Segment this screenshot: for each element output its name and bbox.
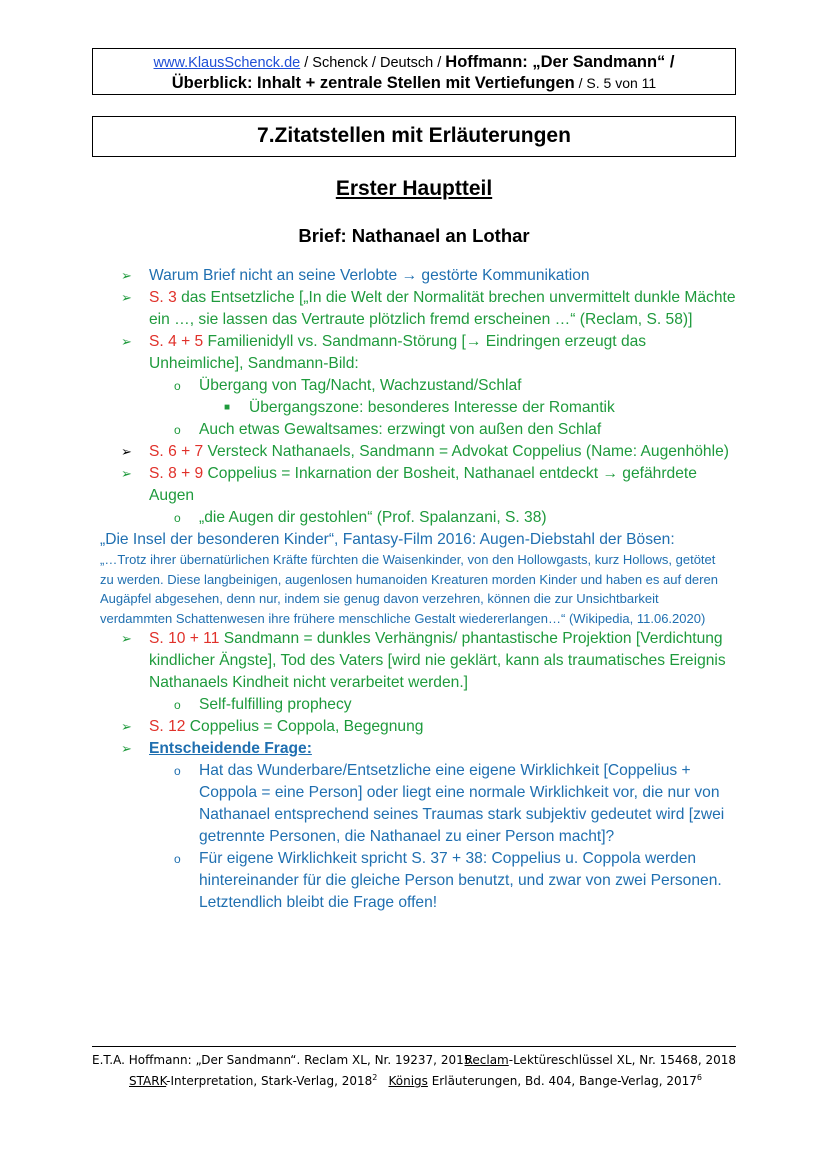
list-item [0,848,828,914]
page-ref: S. 6 + 7 [149,443,204,460]
list-item [0,760,828,848]
arrow-bullet-icon: ➢ [121,631,132,646]
footer-source-koenigs: Königs Erläuterungen, Bd. 404, Bange-Verlag, 2017$^6$ [388,1073,702,1088]
page-ref: S. 10 + 11 [149,630,220,647]
item-text: Self-fulfilling prophecy [199,696,352,713]
item-text: Sandmann = dunkles Verhängnis/ phantastische Projektion [Verdichtung kindlicher Ängste], Tod des Vaters [wird nie geklärt, kann als traumatisches Ereignis Nathanaels Kindheit nicht verarbeitet werden.] [149,630,726,691]
website-link[interactable]: www.KlausSchenck.de [153,55,301,71]
section-title: 7.Zitatstellen mit Erläuterungen [92,116,736,157]
footer-divider [92,1046,736,1047]
item-text: Coppelius = Inkarnation der Bosheit, Nathanael entdeckt → gefährdete Augen [149,465,697,504]
page-ref: S. 8 + 9 [149,465,204,482]
arrow-bullet-icon: ➢ [121,334,132,349]
arrow-bullet-icon: ➢ [121,444,132,459]
item-text: Hat das Wunderbare/Entsetzliche eine eigene Wirklichkeit [Coppelius + Coppola = eine Person] oder liegt eine normale Wirklichkeit vor, die nur von Nathanael entsprechend seines Traumas stark subjektiv gedeutet wird [zwei getrennte Personen, die Nathanael zu einer Person macht]? [199,762,725,845]
circle-bullet-icon: o [174,698,181,712]
header-line-1 [93,52,735,73]
item-text: Für eigene Wirklichkeit spricht S. 37 + 38: Coppelius u. Coppola werden hintereinander für die gleiche Person benutzt, und zwar von zwei Personen. Letztendlich bleibt die Frage offen! [199,850,722,911]
list-item [0,375,828,397]
page-header [92,48,736,95]
list-item [0,419,828,441]
header-line-2 [93,73,735,94]
header-title: Hoffmann: „Der Sandmann“ / [445,53,675,71]
list-item [0,463,828,507]
arrow-bullet-icon: ➢ [121,466,132,481]
main-heading: Erster Hauptteil [335,177,493,200]
footer-source-reclam: E.T.A. Hoffmann: „Der Sandmann“. Reclam XL, Nr. 19237, 2015 [92,1053,472,1067]
item-text: Auch etwas Gewaltsames: erzwingt von außen den Schlaf [199,421,602,438]
list-item [0,265,828,287]
footer-source-stark: STARK-Interpretation, Stark-Verlag, 2018$^2$ [129,1073,378,1088]
key-question: Entscheidende Frage: [149,740,312,757]
header-subtitle: Überblick: Inhalt + zentrale Stellen mit Vertiefungen [171,74,575,92]
list-item [0,507,828,529]
film-reference: „Die Insel der besonderen Kinder“, Fantasy-Film 2016: Augen-Diebstahl der Bösen: [100,531,675,548]
circle-bullet-icon: o [174,511,181,525]
list-item [0,738,828,760]
header-path: / Schenck / Deutsch / [300,55,446,71]
quote-list [0,265,828,914]
item-text: Warum Brief nicht an seine Verlobte → gestörte Kommunikation [149,267,590,284]
circle-bullet-icon: o [174,423,181,437]
item-text: Übergang von Tag/Nacht, Wachzustand/Schlaf [199,377,522,394]
page-ref: S. 3 [149,289,177,306]
item-text: Versteck Nathanaels, Sandmann = Advokat Coppelius (Name: Augenhöhle) [203,443,729,460]
film-quote: „…Trotz ihrer übernatürlichen Kräfte fürchten die Waisenkinder, von den Hollowgasts, kurz Hollows, getötet zu werden. Diese langbeinigen, augenlosen humanoiden Kreaturen morden Kinder und haben es auf deren Augäpfel abgesehen, denn nur, indem sie genug davon verzehren, können die zur Unsichtbarkeit verdammten Schattenwesen ihre frühere menschliche Gestalt wiedererlangen…“ (Wikipedia, 11.06.2020) [100,552,718,626]
list-item [0,331,828,375]
item-text: „die Augen dir gestohlen“ (Prof. Spalanzani, S. 38) [199,509,547,526]
list-item [0,694,828,716]
item-text: Coppelius = Coppola, Begegnung [185,718,424,735]
footer-source-lektuere: Reclam-Lektüreschlüssel XL, Nr. 15468, 2018 [464,1053,736,1067]
circle-bullet-icon: o [174,852,181,866]
item-text: Übergangszone: besonderes Interesse der Romantik [249,399,615,416]
arrow-bullet-icon: ➢ [121,719,132,734]
list-item [0,628,828,694]
list-item [0,397,828,419]
arrow-bullet-icon: ➢ [121,741,132,756]
page-ref: S. 4 + 5 [149,333,204,350]
sub-heading: Brief: Nathanael an Lothar [298,225,530,246]
list-item [0,287,828,331]
item-text: das Entsetzliche [„In die Welt der Normalität brechen unvermittelt dunkle Mächte ein …, sie lassen das Vertraute plötzlich fremd erscheinen …“ (Reclam, S. 58)] [149,289,736,328]
page-number: / S. 5 von 11 [574,75,657,91]
list-item [0,716,828,738]
arrow-bullet-icon: ➢ [121,268,132,283]
circle-bullet-icon: o [174,764,181,778]
page-ref: S. 12 [149,718,186,735]
square-bullet-icon: ■ [224,402,231,413]
item-text: Familienidyll vs. Sandmann-Störung [→ Eindringen erzeugt das Unheimliche], Sandmann-Bild: [149,333,647,372]
arrow-bullet-icon: ➢ [121,290,132,305]
list-item [0,441,828,463]
circle-bullet-icon: o [174,379,181,393]
